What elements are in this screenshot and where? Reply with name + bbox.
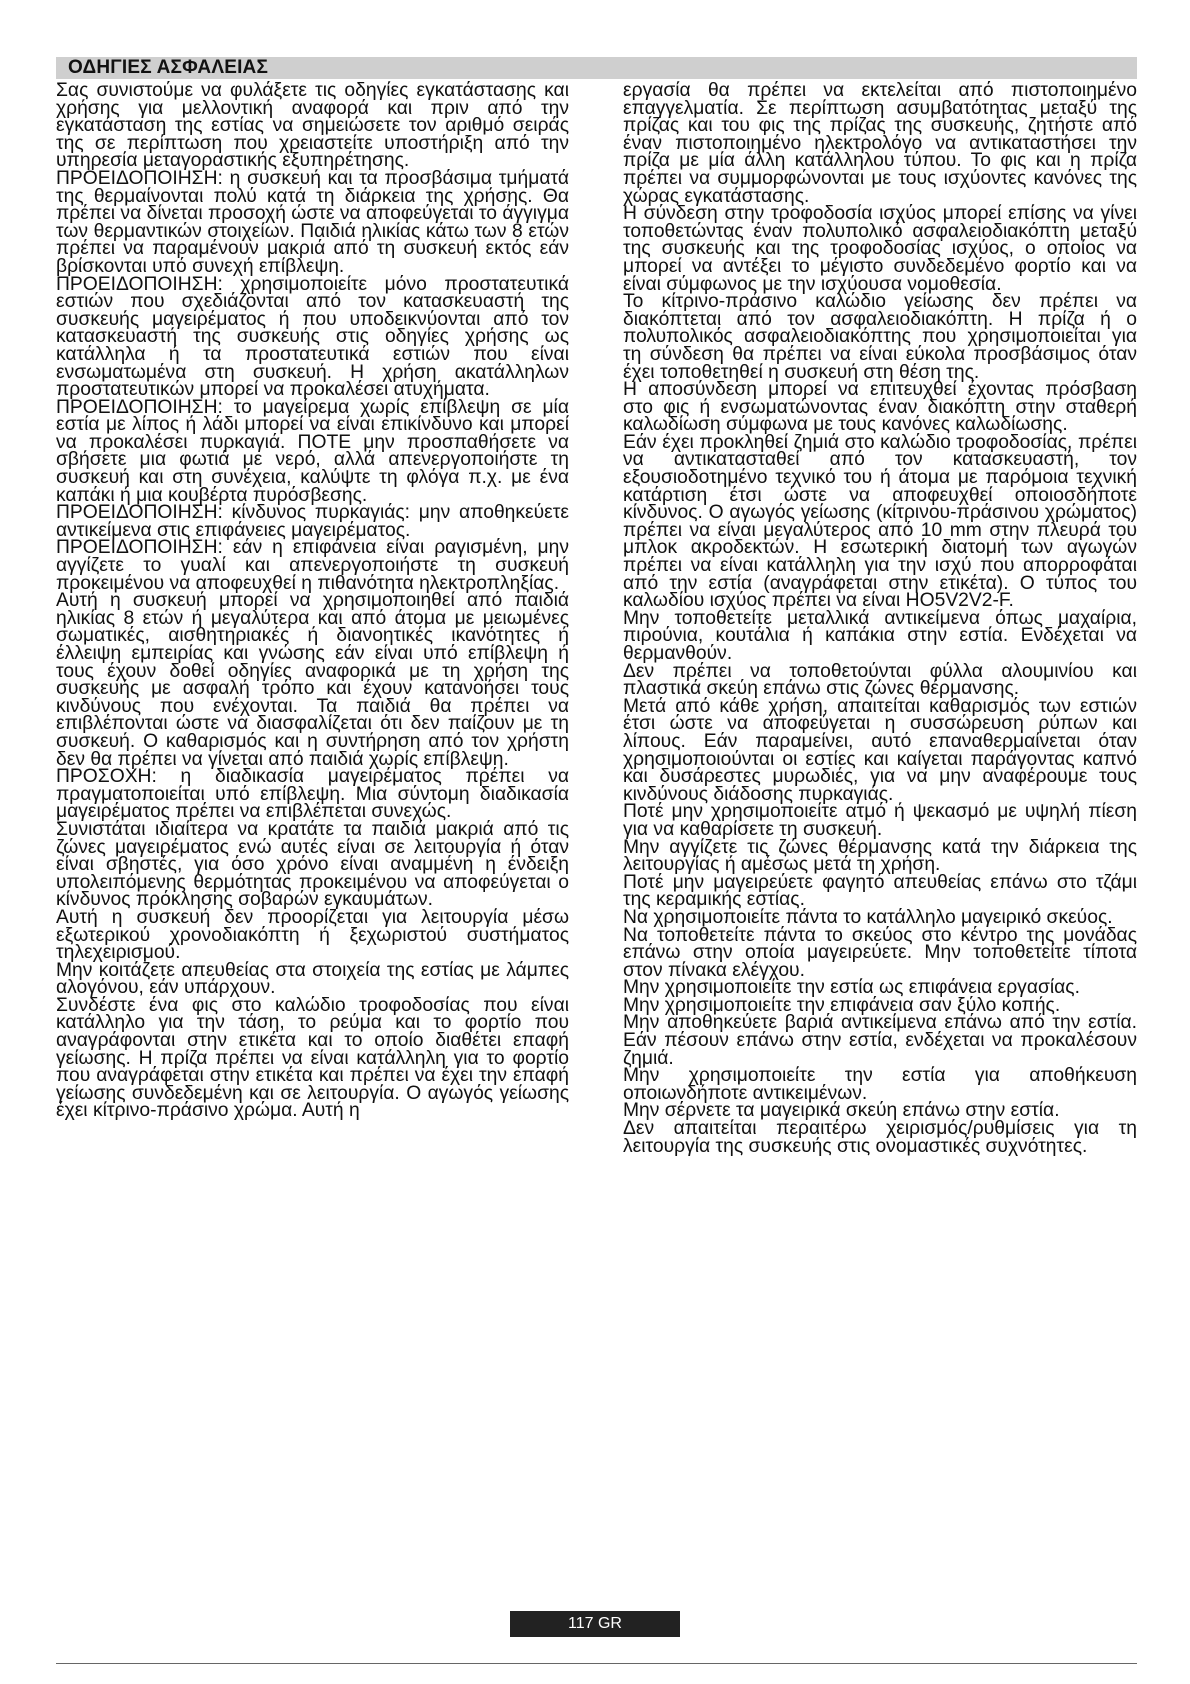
paragraph: Το κίτρινο-πράσινο καλώδιο γείωσης δεν πρέπει να διακόπτεται από τον ασφαλειοδιακόπτη. Η πρίζα ή ο πολυπολικός ασφαλειοδιακόπτης που χρησιμοποιείται για τη σύνδεση θα πρέπει να είναι εύκολα προσβάσιμος όταν έχει τοποθετηθεί η συσκευή στη θέση της. — [623, 291, 1137, 383]
paragraph: Μην αποθηκεύετε βαριά αντικείμενα επάνω από την εστία. Εάν πέσουν επάνω στην εστία, ενδέχεται να προκαλέσουν ζημιά. — [623, 1012, 1137, 1069]
paragraph: Η σύνδεση στην τροφοδοσία ισχύος μπορεί επίσης να γίνει τοποθετώντας έναν πολυπολικό ασφαλειοδιακόπτη μεταξύ της συσκευής και της τροφοδοσίας ισχύος, ο οποίος να μπορεί να αντέξει το μέγιστο συνδεδεμένο φορτίο και να είναι σύμφωνος με την ισχύουσα νομοθεσία. — [623, 203, 1137, 295]
paragraph: Δεν απαιτείται περαιτέρω χειρισμός/ρυθμίσεις για τη λειτουργία της συσκευής στις ονομαστικές συχνότητες. — [623, 1118, 1137, 1157]
paragraph: ΠΡΟΕΙΔΟΠΟΙΗΣΗ: η συσκευή και τα προσβάσιμα τμήματά της θερμαίνονται πολύ κατά τη διάρκεια της χρήσης. Θα πρέπει να δίνεται προσοχή ώστε να αποφεύγεται το άγγιγμα των θερμαντικών στοιχείων. Παιδιά ηλικίας κάτω των 8 ετών πρέπει να παραμένουν μακριά από τη συσκευή εκτός εάν βρίσκονται υπό συνεχή επίβλεψη. — [56, 167, 569, 277]
paragraph: Ποτέ μην χρησιμοποιείτε ατμό ή ψεκασμό με υψηλή πίεση για να καθαρίσετε τη συσκευή. — [623, 801, 1137, 840]
paragraph: Να χρησιμοποιείτε πάντα το κατάλληλο μαγειρικό σκεύος. — [623, 906, 1113, 928]
paragraph: Σας συνιστούμε να φυλάξετε τις οδηγίες εγκατάστασης και χρήσης για μελλοντική αναφορά και πριν από την εγκατάσταση της εστίας να σημειώσετε τον αριθμό σειράς της σε περίπτωση που χρειαστείτε υποστήριξη από την υπηρεσία μεταγοραστικής εξυπηρέτησης. — [56, 80, 569, 172]
paragraph: ΠΡΟΕΙΔΟΠΟΙΗΣΗ: το μαγείρεμα χωρίς επίβλεψη σε μία εστία με λίπος ή λάδι μπορεί να είναι επικίνδυνο και μπορεί να προκαλέσει πυρκαγιά. ΠΟΤΕ μην προσπαθήσετε να σβήσετε μια φωτιά με νερό, αλλά απενεργοποιήστε τη συσκευή και στη συνέχεια, καλύψτε τη φλόγα π.χ. με ένα καπάκι ή μια κουβέρτα πυρόσβεσης. — [56, 396, 569, 506]
paragraph: Αυτή η συσκευή δεν προορίζεται για λειτουργία μέσω εξωτερικού χρονοδιακόπτη ή ξεχωριστού συστήματος τηλεχειρισμού. — [56, 906, 569, 964]
paragraph: ΠΡΟΕΙΔΟΠΟΙΗΣΗ: χρησιμοποιείτε μόνο προστατευτικά εστιών που σχεδιάζονται από τον κατασκευαστή της συσκευής μαγειρέματος ή που υποδεικνύονται από τον κατασκευαστή της συσκευής στις οδηγίες χρήσης ως κατάλληλα ή τα προστατευτικά εστιών που είναι ενσωματωμένα στη συσκευή. Η χρήση ακατάλληλων προστατευτικών μπορεί να προκαλέσει ατυχήματα. — [56, 273, 569, 401]
paragraph: Μην χρησιμοποιείτε την εστία για αποθήκευση οποιωνδήποτε αντικειμένων. — [623, 1065, 1137, 1104]
paragraph: Μην χρησιμοποιείτε την εστία ως επιφάνεια εργασίας. — [623, 977, 1080, 999]
paragraph: Ποτέ μην μαγειρεύετε φαγητό απευθείας επάνω στο τζάμι της κεραμικής εστίας. — [623, 871, 1137, 911]
paragraph: Συνδέστε ένα φις στο καλώδιο τροφοδοσίας που είναι κατάλληλο για την τάση, το ρεύμα και το φορτίο που αναγράφονται στην ετικέτα και το οποίο διαθέτει επαφή γείωσης. Η πρίζα πρέπει να είναι κατάλληλη για το φορτίο που αναγράφεται στην ετικέτα και πρέπει να έχει την επαφή γείωσης συνδεδεμένη και σε λειτουργία. Ο αγωγός γείωσης έχει κίτρινο-πράσινο χρώμα. Αυτή η — [56, 994, 569, 1122]
paragraph: ΠΡΟΕΙΔΟΠΟΙΗΣΗ: κίνδυνος πυρκαγιάς: μην αποθηκεύετε αντικείμενα στις επιφάνειες μαγειρέματος. — [56, 502, 569, 541]
footer-divider — [56, 1663, 1137, 1664]
section-title: ΟΔΗΓΙΕΣ ΑΣΦΑΛΕΙΑΣ — [68, 57, 269, 78]
paragraph: εργασία θα πρέπει να εκτελείται από πιστοποιημένο επαγγελματία. Σε περίπτωση ασυμβατότητας μεταξύ της πρίζας και του φις της πρίζας της συσκευής, ζητήστε από έναν πιστοποιημένο ηλεκτρολόγο να αντικαταστήσει την πρίζα με μία άλλη κατάλληλου τύπου. Το φις και η πρίζα πρέπει να συμμορφώνονται με τους ισχύοντες κανόνες της χώρας εγκατάστασης. — [623, 80, 1137, 207]
paragraph: Η αποσύνδεση μπορεί να επιτευχθεί έχοντας πρόσβαση στο φις ή ενσωματώνοντας έναν διακόπτη στην σταθερή καλωδίωση σύμφωνα με τους κανόνες καλωδίωσης. — [623, 379, 1137, 436]
paragraph: Δεν πρέπει να τοποθετούνται φύλλα αλουμινίου και πλαστικά σκεύη επάνω στις ζώνες θέρμανσης. — [623, 660, 1137, 700]
paragraph: ΠΡΟΣΟΧΗ: η διαδικασία μαγειρέματος πρέπει να πραγματοποιείται υπό επίβλεψη. Μια σύντομη διαδικασία μαγειρέματος πρέπει να επιβλέπεται συνεχώς. — [56, 766, 569, 823]
paragraph: Μην χρησιμοποιείτε την επιφάνεια σαν ξύλο κοπής. — [623, 994, 1061, 1016]
paragraph: Εάν έχει προκληθεί ζημιά στο καλώδιο τροφοδοσίας, πρέπει να αντικατασταθεί από τον κατασκευαστή, τον εξουσιοδοτημένο τεχνικό του ή άτομα με παρόμοια τεχνική κατάρτιση έτσι ώστε να αποφευχθεί οποιοσδήποτε κίνδυνος. Ο αγωγός γείωσης (κίτρινου-πράσινου χρώματος) πρέπει να είναι μεγαλύτερος από 10 mm στην πλευρά του μπλοκ ακροδεκτών. Η εσωτερική διατομή των αγωγών πρέπει να είναι κατάλληλη για την ισχύ που απορροφάται από την εστία (αναγράφεται στην ετικέτα). Ο τύπος του καλωδίου ισχύος πρέπει να είναι HO5V2V2-F. — [623, 431, 1137, 612]
section-header-bar — [56, 57, 1137, 79]
paragraph: Μην αγγίζετε τις ζώνες θέρμανσης κατά την διάρκεια της λειτουργίας ή αμέσως μετά τη χρήση. — [623, 836, 1137, 876]
left-text-column — [56, 82, 569, 1120]
right-text-column — [623, 82, 1137, 1155]
paragraph: Μην κοιτάζετε απευθείας στα στοιχεία της εστίας με λάμπες αλογόνου, εάν υπάρχουν. — [56, 959, 569, 999]
paragraph: ΠΡΟΕΙΔΟΠΟΙΗΣΗ: εάν η επιφάνεια είναι ραγισμένη, μην αγγίζετε το γυαλί και απενεργοποιήστε τη συσκευή προκειμένου να αποφευχθεί η πιθανότητα ηλεκτροπληξίας. — [56, 537, 569, 594]
paragraph: Μην σέρνετε τα μαγειρικά σκεύη επάνω στην εστία. — [623, 1100, 1060, 1122]
paragraph: Αυτή η συσκευή μπορεί να χρησιμοποιηθεί από παιδιά ηλικίας 8 ετών ή μεγαλύτερα και από άτομα με μειωμένες σωματικές, αισθητηριακές ή διανοητικές ικανότητες ή έλλειψη εμπειρίας και γνώσης εάν είναι υπό επίβλεψη ή τους έχουν δοθεί οδηγίες αναφορικά με τη χρήση της συσκευής με ασφαλή τρόπο και έχουν κατανοήσει τους κινδύνους που ενέχονται. Τα παιδιά θα πρέπει να επιβλέπονται ώστε να διασφαλίζεται ότι δεν παίζουν με τη συσκευή. Ο καθαρισμός και η συντήρηση από τον χρήστη δεν θα πρέπει να γίνεται από παιδιά χωρίς επίβλεψη. — [56, 590, 569, 770]
paragraph: Συνιστάται ιδιαίτερα να κρατάτε τα παιδιά μακριά από τις ζώνες μαγειρέματος ενώ αυτές είναι σε λειτουργία ή όταν είναι σβηστές, για όσο χρόνο είναι αναμμένη η ένδειξη υπολειπόμενης θερμότητας προκειμένου να αποφεύγεται ο κίνδυνος πρόκλησης σοβαρών εγκαυμάτων. — [56, 818, 569, 911]
paragraph: Να τοποθετείτε πάντα το σκεύος στο κέντρο της μονάδας επάνω στην οποία μαγειρεύετε. Μην τοποθετείτε τίποτα στον πίνακα ελέγχου. — [623, 924, 1137, 981]
paragraph: Μην τοποθετείτε μεταλλικά αντικείμενα όπως μαχαίρια, πιρούνια, κουτάλια ή καπάκια στην εστία. Ενδέχεται να θερμανθούν. — [623, 607, 1137, 664]
paragraph: Μετά από κάθε χρήση, απαιτείται καθαρισμός των εστιών έτσι ώστε να αποφεύγεται η συσσώρευση ρύπων και λίπους. Εάν παραμείνει, αυτό επαναθερμαίνεται όταν χρησιμοποιούνται οι εστίες και καίγεται παράγοντας καπνό και δυσάρεστες μυρωδιές, για να μην αναφέρουμε τους κινδύνους διάδοσης πυρκαγιάς. — [623, 695, 1137, 805]
page-number-badge: 117 GR — [510, 1611, 680, 1637]
